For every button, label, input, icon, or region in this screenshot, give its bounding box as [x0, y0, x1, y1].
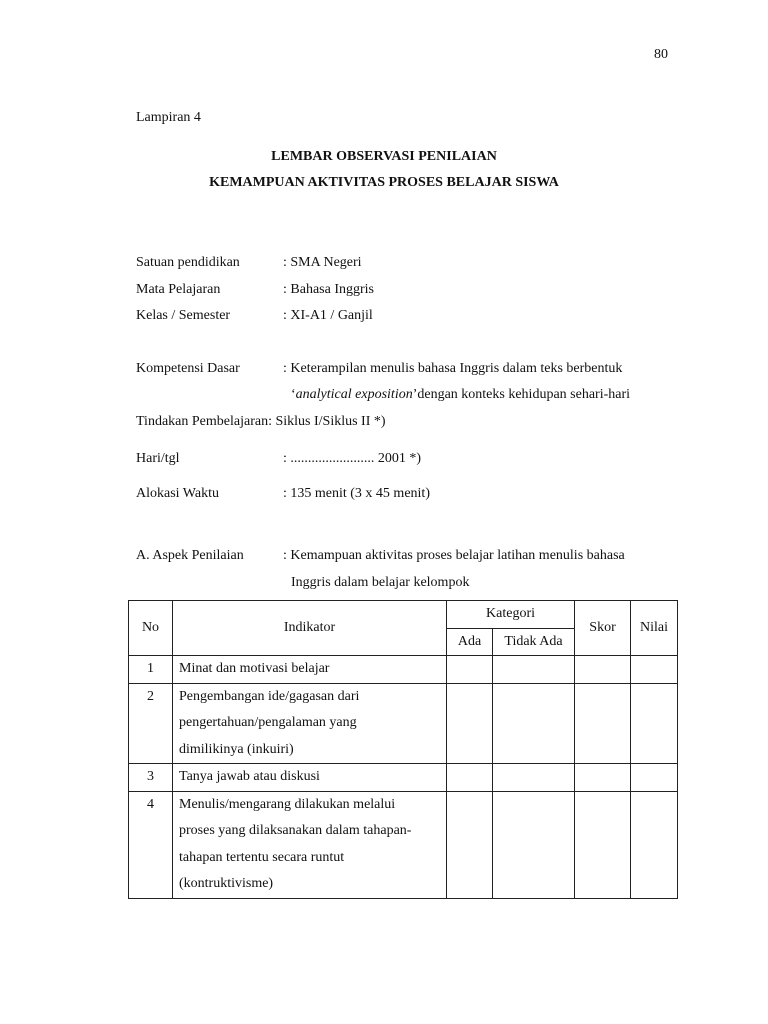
competence-value-line2 — [291, 388, 630, 402]
table-body — [129, 656, 678, 899]
row-number: 3 — [129, 764, 173, 792]
row-number: 2 — [129, 683, 173, 764]
indicator-line: Menulis/mengarang dilakukan melalui — [179, 796, 396, 812]
aspect-value-line2: Inggris dalam belajar kelompok — [291, 575, 470, 590]
observation-table — [128, 600, 678, 899]
indicator-line: dimilikinya (inkuiri) — [179, 741, 294, 757]
header-indicator: Indikator — [173, 601, 447, 656]
subject-value: : Bahasa Inggris — [283, 282, 374, 297]
header-value: Nilai — [631, 601, 678, 656]
header-score: Skor — [575, 601, 631, 656]
table-row — [129, 656, 678, 684]
score-cell — [575, 791, 631, 898]
indicator-line: Pengembangan ide/gagasan dari — [179, 688, 360, 704]
row-number: 4 — [129, 791, 173, 898]
header-present: Ada — [447, 628, 493, 656]
action-value: : Siklus I/Siklus II *) — [268, 414, 386, 429]
row-indicator — [173, 683, 447, 764]
table-row — [129, 764, 678, 792]
aspect-value-line1: : Kemampuan aktivitas proses belajar latihan menulis bahasa — [283, 548, 625, 563]
present-cell — [447, 683, 493, 764]
school-value: : SMA Negeri — [283, 255, 362, 270]
indicator-line: tahapan tertentu secara runtut — [179, 849, 345, 865]
appendix-label: Lampiran 4 — [136, 110, 201, 125]
indicator-line: (kontruktivisme) — [179, 876, 274, 891]
indicator-line: pengertahuan/pengalaman yang — [179, 715, 357, 730]
score-cell — [575, 764, 631, 792]
present-cell — [447, 764, 493, 792]
competence-label: Kompetensi Dasar — [136, 361, 240, 376]
time-value: : 135 menit (3 x 45 menit) — [283, 486, 430, 501]
absent-cell — [493, 764, 575, 792]
title-line-1: LEMBAR OBSERVASI PENILAIAN — [271, 149, 497, 164]
action-row — [136, 415, 386, 429]
date-value: : ........................ 2001 *) — [283, 451, 422, 466]
school-label: Satuan pendidikan — [136, 255, 240, 270]
absent-cell — [493, 656, 575, 684]
absent-cell — [493, 791, 575, 898]
header-no: No — [129, 601, 173, 656]
class-value: : XI-A1 / Ganjil — [283, 308, 373, 323]
indicator-line: Minat dan motivasi belajar — [179, 661, 330, 676]
class-label: Kelas / Semester — [136, 308, 231, 323]
value-cell — [631, 791, 678, 898]
table-row — [129, 791, 678, 898]
score-cell — [575, 656, 631, 684]
header-category: Kategori — [447, 601, 575, 629]
competence-italic-term: analytical exposition — [295, 387, 413, 402]
date-label: Hari/tgl — [136, 451, 180, 466]
competence-value-tail: ’dengan konteks kehidupan sehari-hari — [412, 387, 631, 402]
present-cell — [447, 791, 493, 898]
score-cell — [575, 683, 631, 764]
header-absent: Tidak Ada — [493, 628, 575, 656]
indicator-line: Tanya jawab atau diskusi — [179, 769, 320, 784]
subject-label: Mata Pelajaran — [136, 282, 221, 297]
indicator-line: proses yang dilaksanakan dalam tahapan- — [179, 823, 412, 838]
row-indicator — [173, 791, 447, 898]
row-indicator — [173, 656, 447, 684]
aspect-label: A. Aspek Penilaian — [136, 548, 244, 563]
row-indicator — [173, 764, 447, 792]
page-number: 80 — [654, 47, 668, 62]
action-label: Tindakan Pembelajaran — [136, 414, 269, 429]
row-number: 1 — [129, 656, 173, 684]
present-cell — [447, 656, 493, 684]
competence-quote-open: ‘ — [291, 387, 296, 402]
competence-value-line1: : Keterampilan menulis bahasa Inggris dalam teks berbentuk — [283, 361, 623, 376]
value-cell — [631, 683, 678, 764]
title-line-2: KEMAMPUAN AKTIVITAS PROSES BELAJAR SISWA — [209, 175, 559, 190]
time-label: Alokasi Waktu — [136, 486, 219, 501]
value-cell — [631, 656, 678, 684]
table-row — [129, 683, 678, 764]
value-cell — [631, 764, 678, 792]
absent-cell — [493, 683, 575, 764]
